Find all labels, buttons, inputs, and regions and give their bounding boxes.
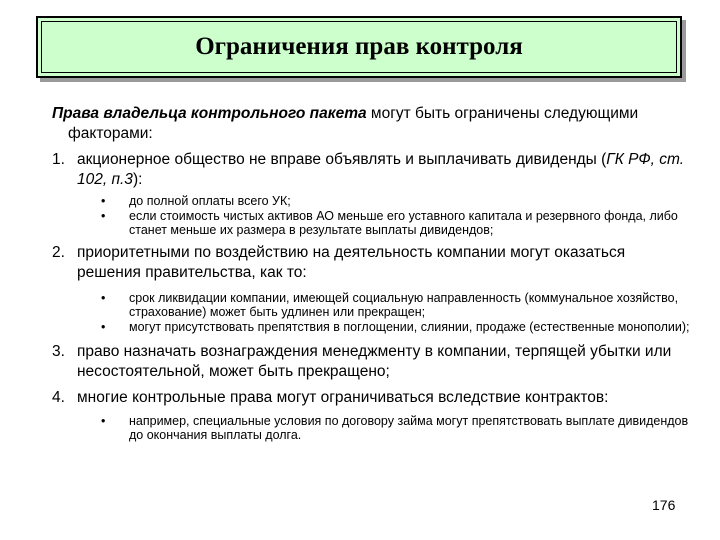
intro-rest: могут быть ограничены следующими факторами: — [68, 105, 639, 142]
bullet-icon: • — [101, 194, 106, 208]
sub-item-text: срок ликвидации компании, имеющей социальную направленность (коммунальное хозяйство, страхование) может быть удлинен или прекращен; — [129, 291, 679, 319]
sub-item — [101, 320, 692, 334]
sub-item — [101, 209, 692, 237]
list-item-1 — [52, 150, 692, 190]
bullet-icon: • — [101, 320, 106, 334]
title-inner-frame — [41, 21, 677, 73]
sub-item-text: могут присутствовать препятствия в поглощении, слиянии, продаже (естественные монополии); — [129, 320, 690, 334]
intro-bold-italic: Права владельца контрольного пакета — [52, 105, 367, 122]
sub-item — [101, 194, 692, 208]
sublist-4 — [101, 414, 692, 442]
bullet-icon: • — [101, 291, 106, 305]
item-number: 4. — [52, 389, 65, 406]
sublist-2 — [101, 291, 692, 334]
title-box — [36, 16, 682, 78]
item-text: акционерное общество не вправе объявлять и выплачивать дивиденды ( — [77, 151, 607, 168]
sub-item — [101, 291, 692, 319]
bullet-icon: • — [101, 414, 106, 428]
slide-title: Ограничения прав контроля — [195, 33, 523, 60]
item-text: приоритетными по воздействию на деятельность компании могут оказаться решения правительства, как то: — [77, 244, 626, 281]
sublist-1 — [101, 194, 692, 237]
item-text: право назначать вознаграждения менеджменту в компании, терпящей убытки или несостоятельной, может быть прекращено; — [77, 343, 672, 380]
list-item-3 — [52, 342, 692, 382]
sub-item-text: до полной оплаты всего УК; — [129, 194, 291, 208]
intro-paragraph — [52, 104, 692, 144]
item-number: 3. — [52, 343, 65, 360]
item-tail: ): — [132, 171, 143, 188]
page-number: 176 — [652, 497, 676, 513]
list-item-4 — [52, 388, 692, 408]
item-number: 2. — [52, 244, 65, 261]
item-number: 1. — [52, 151, 65, 168]
sub-item — [101, 414, 692, 442]
sub-item-text: если стоимость чистых активов АО меньше его уставного капитала и резервного фонда, либо станет меньше их размера в результате выплаты дивидендов; — [129, 209, 678, 237]
item-italic-reference: ГК РФ, ст. 102, п.3 — [77, 151, 685, 188]
slide-content — [52, 104, 692, 443]
bullet-icon: • — [101, 209, 106, 223]
sub-item-text: например, специальные условия по договору займа могут препятствовать выплате дивидендов до окончания выплаты долга. — [129, 414, 689, 442]
list-item-2 — [52, 243, 692, 283]
item-text: многие контрольные права могут ограничиваться вследствие контрактов: — [77, 389, 609, 406]
